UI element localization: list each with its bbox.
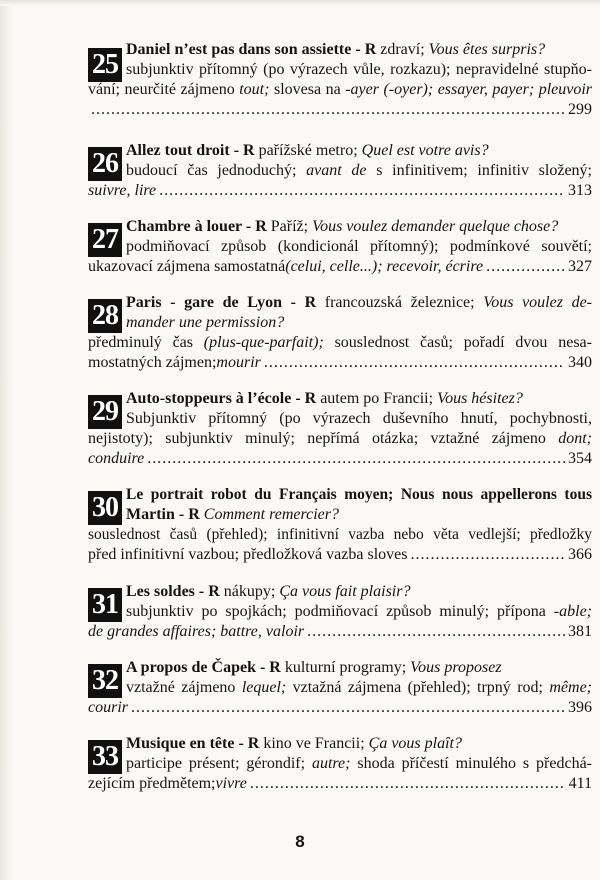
lesson-32 <box>88 658 592 718</box>
lesson-title: Paris - gare de Lyon <box>126 294 282 311</box>
page-reference[interactable]: 381 <box>568 623 592 640</box>
reading-marker: R <box>243 142 255 159</box>
reading-topic: autem po Francii; <box>316 390 434 407</box>
lesson-heading: Martin - R Comment remercier? <box>126 506 339 523</box>
toc-leader-line: zejícím předmětem; vivre ..... 411 <box>88 774 592 794</box>
toc-leader-line <box>88 100 592 120</box>
lesson-heading: Daniel n’est pas dans son assiette - R zdraví; Vous êtes surpris? <box>126 41 546 58</box>
lesson-33 <box>88 734 592 794</box>
dialogue-question: Ça vous plaît? <box>364 735 462 752</box>
reading-topic: zdraví; <box>376 41 425 58</box>
lesson-description-line: participe présent; gérondif; autre; shoda příčestí minulého s předchá- <box>126 755 592 772</box>
lesson-description-line: souslednost časů (přehled); infinitivní vazba nebo věta vedlejší; předložky <box>88 526 592 543</box>
toc-leader-line: de grandes affaires; battre, valoir ..... 381 <box>88 622 592 642</box>
reading-topic: pařížské metro; <box>254 142 358 159</box>
lesson-number-badge: 26 <box>88 147 122 181</box>
reading-topic: Paříž; <box>266 218 309 235</box>
lesson-description-line: vztažné zájmeno lequel; vztažná zájmena (přehled); trpný rod; même; <box>126 679 592 696</box>
dialogue-question: Vous êtes surpris? <box>424 41 546 58</box>
dialogue-question: Comment remercier? <box>199 506 339 523</box>
page-reference[interactable]: 313 <box>568 182 592 199</box>
dialogue-question: Quel est votre avis? <box>357 142 489 159</box>
reading-marker: R <box>364 41 377 58</box>
reading-marker: R <box>188 506 200 523</box>
page-reference[interactable]: 340 <box>568 354 592 371</box>
lesson-number-badge: 25 <box>88 48 122 82</box>
page-reference[interactable]: 396 <box>568 699 592 716</box>
page-reference[interactable]: 366 <box>568 546 592 563</box>
lesson-heading: Paris - gare de Lyon - R francouzská železnice; Vous voulez de- <box>126 294 593 311</box>
lesson-number-badge: 32 <box>88 664 122 698</box>
dot-leader <box>131 698 565 718</box>
lesson-heading: Chambre à louer - R Paříž; Vous voulez demander quelque chose? <box>126 218 559 235</box>
lesson-title: Auto-stoppeurs à l’école <box>126 390 292 407</box>
page-top-shadow <box>0 0 600 6</box>
lesson-heading: Musique en tête - R kino ve Francii; Ça vous plaît? <box>126 735 462 752</box>
lesson-title: Les soldes <box>126 583 195 600</box>
reading-topic: kino ve Francii; <box>259 735 365 752</box>
lesson-title: Daniel n’est pas dans son assiette <box>126 41 352 58</box>
toc-leader-line: courir ..... 396 <box>88 698 592 718</box>
lesson-number-badge: 33 <box>88 740 122 774</box>
toc-leader-line: conduire ..... 354 <box>88 449 592 469</box>
lesson-30 <box>88 485 592 565</box>
lesson-number-badge: 29 <box>88 395 122 429</box>
lesson-description-line: předminulý čas (plus-que-parfait); souslednost časů; pořadí dvou nesa- <box>88 334 592 351</box>
lesson-number-badge: 27 <box>88 223 122 257</box>
reading-topic: kulturní programy; <box>280 659 407 676</box>
page-reference[interactable]: 354 <box>568 450 592 467</box>
dialogue-question: Vous voulez de- <box>474 294 593 311</box>
lesson-31 <box>88 582 592 642</box>
dialogue-question: Ça vous fait plaisir? <box>275 583 411 600</box>
lesson-description-line: subjunktiv po spojkách; podmiňovací způsob minulý; přípona -able; <box>126 603 593 620</box>
reading-marker: R <box>247 735 260 752</box>
dot-leader <box>147 449 565 469</box>
dialogue-question: Vous hésitez? <box>433 390 523 407</box>
lesson-heading: Auto-stoppeurs à l’école - R autem po Francii; Vous hésitez? <box>126 390 523 407</box>
lesson-25 <box>88 40 592 120</box>
lesson-heading: Les soldes - R nákupy; Ça vous fait plaisir? <box>126 583 411 600</box>
page-reference[interactable]: 411 <box>568 775 592 792</box>
reading-marker: R <box>255 218 267 235</box>
page-edge-shadow <box>0 0 12 880</box>
lesson-title: Chambre à louer <box>126 218 242 235</box>
lesson-27 <box>88 217 592 277</box>
lesson-description-line: vání; neurčité zájmeno tout; slovesa na -ayer (-oyer); essayer, payer; pleuvoir <box>88 81 593 98</box>
dot-leader <box>250 774 566 794</box>
lesson-title: Musique en tête <box>126 735 235 752</box>
reading-marker: R <box>304 294 317 311</box>
dot-leader <box>410 545 565 565</box>
reading-marker: R <box>304 390 317 407</box>
lesson-description-line: podmiňovací způsob (kondicionál přítomný); podmínkové souvětí; <box>126 238 592 255</box>
lesson-28 <box>88 293 592 373</box>
dot-leader <box>486 257 565 277</box>
toc-leader-line: ukazovací zájmena samostatná (celui, celle...); recevoir, écrire ..... 327 <box>88 257 592 277</box>
toc-leader-line: mostatných zájmen; mourir ..... 340 <box>88 353 592 373</box>
reading-topic: nákupy; <box>219 583 276 600</box>
lesson-heading: Allez tout droit - R pařížské metro; Quel est votre avis? <box>126 142 489 159</box>
dot-leader <box>159 181 565 201</box>
lesson-heading: A propos de Čapek - R kulturní programy; Vous proposez <box>126 659 502 676</box>
dot-leader <box>264 353 565 373</box>
lesson-number-badge: 30 <box>88 491 122 525</box>
lesson-number-badge: 28 <box>88 299 122 333</box>
dialogue-question-continued: mander une permission? <box>126 314 285 331</box>
reading-marker: R <box>269 659 281 676</box>
reading-topic: francouzská železnice; <box>316 294 475 311</box>
page-reference[interactable]: 327 <box>568 258 592 275</box>
lesson-title: Allez tout droit <box>126 142 230 159</box>
dialogue-question: Vous voulez demander quelque chose? <box>308 218 559 235</box>
lesson-number-badge: 31 <box>88 588 122 622</box>
dialogue-question: Vous proposez <box>406 659 502 676</box>
lesson-26 <box>88 141 592 201</box>
lesson-description-line: Subjunktiv přítomný (po výrazech duševního hnutí, pochybnosti, <box>126 410 592 427</box>
lesson-description-line: subjunktiv přítomný (po výrazech vůle, rozkazu); nepravidelné stupňo- <box>126 61 592 78</box>
toc-leader-line: suivre, lire ..... 313 <box>88 181 592 201</box>
lesson-description-line: budoucí čas jednoduchý; avant de s infinitivem; infinitiv složený; <box>126 162 592 179</box>
toc-leader-line: před infinitivní vazbou; předložková vazba sloves ..... 366 <box>88 545 592 565</box>
reading-marker: R <box>208 583 220 600</box>
lesson-title: Le portrait robot du Français moyen; Nous nous appellerons tous <box>126 486 592 503</box>
dot-leader <box>307 622 565 642</box>
lesson-title-continued: Martin <box>126 506 175 523</box>
page-reference[interactable]: 299 <box>568 101 592 118</box>
dot-leader <box>91 100 565 120</box>
page-number: 8 <box>295 832 305 851</box>
lesson-description-line: nejistoty); subjunktiv minulý; nepřímá otázka; vztažné zájmeno dont; <box>88 430 592 447</box>
lesson-title: A propos de Čapek <box>126 659 256 676</box>
lesson-29 <box>88 389 592 469</box>
